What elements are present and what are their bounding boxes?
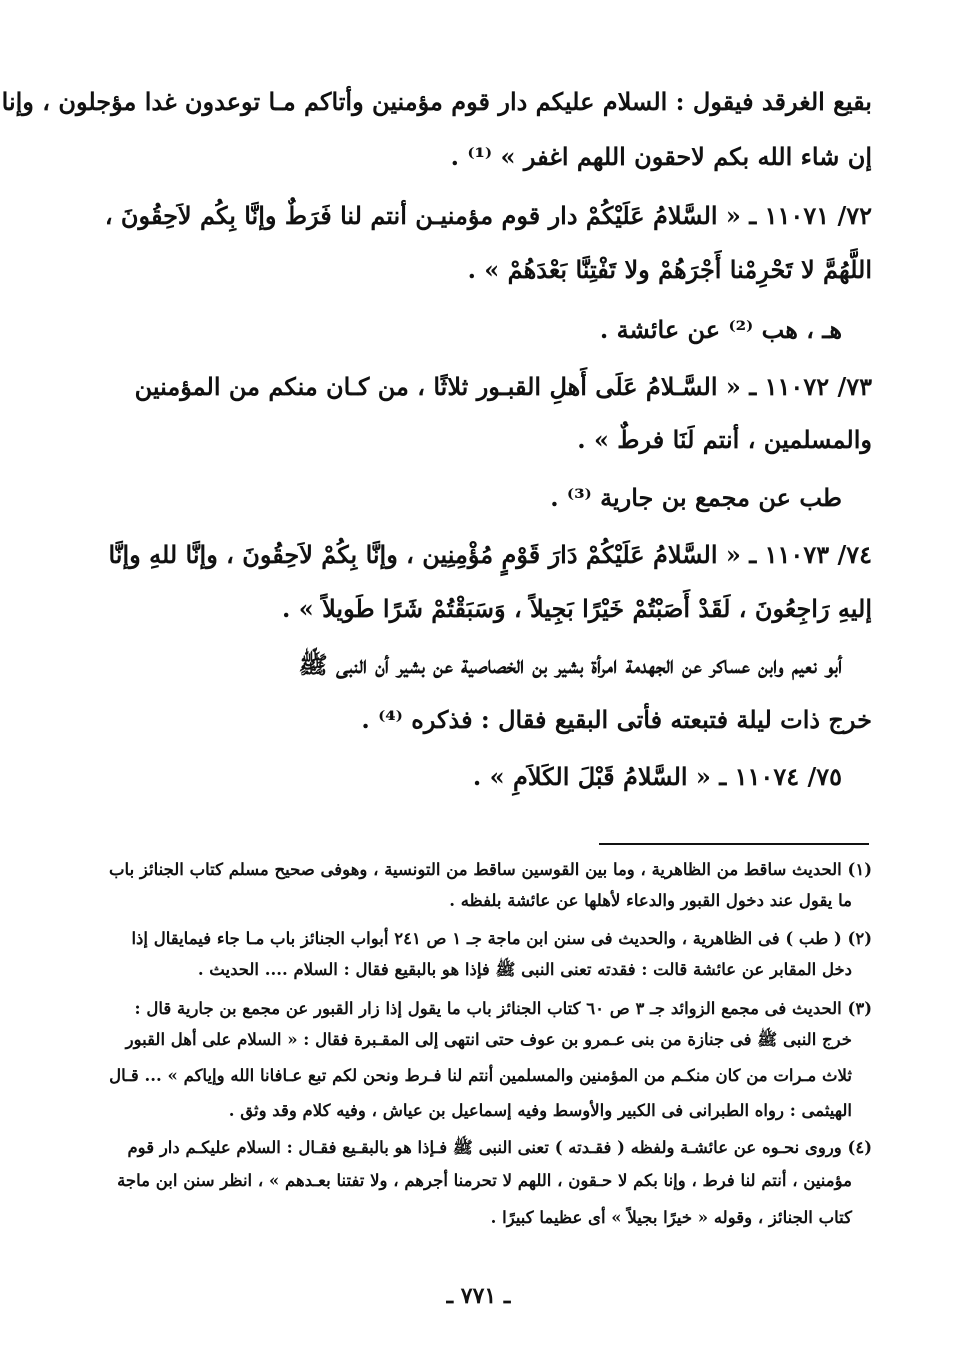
hadith-72-line-1: ٧٢/ ١١٠٧١ ـ « السَّلامُ عَلَيْكُمْ دار قوم مؤمنيـن أنتم لنا فَرَطٌ وإنَّا بِكُم لاَحِقُونَ ، [104, 201, 872, 230]
footnote-2-line-2: دخل المقابر عن عائشة قالت : فقدته تعنى النبى ﷺ فإذا هو بالبقيع فقال : السلام .... الحديث . [197, 960, 852, 979]
hadith-75: ٧٥/ ١١٠٧٤ ـ « السَّلامُ قَبْلَ الكَلاَمِ » . [472, 762, 842, 791]
footnote-3-line-4: الهيثمى : رواه الطبرانى فى الكبير والأوسط وفيه إسماعيل بن عياش ، وفيه كلام وقد وثق . [228, 1101, 852, 1120]
hadith-74-line-2: إليهِ رَاجِعُونَ ، لَقَدْ أَصَبْتُمْ خَيْرًا بَجِيلاً ، وَسَبَقْتُمْ شَرًا طَويلاً » . [282, 594, 872, 623]
body-line-2: إن شاء الله بكم لاحقون اللهم اغفر » ⁽¹⁾ . [450, 142, 872, 171]
footnote-1-line-2: ما يقول عند دخول القبور والدعاء لأهلها عن عائشة بلفظه . [449, 891, 852, 910]
footnote-4-line-1: (٤) وروى نحـوه عن عائشـة ولفظه ( فقـدته ) تعنى النبى ﷺ فـإذا هو بالبقـيع فقـال : السلام عليكـم دار قوم [127, 1138, 872, 1157]
footnote-3-line-2: خرج النبى ﷺ فى جنازة من بنى عـمرو بن عوف حتى انتهى إلى المقـبرة فقال : « السلام على أهل القبور [125, 1030, 852, 1049]
hadith-73-line-1: ٧٣/ ١١٠٧٢ ـ « السَّـلامُ عَلَى أَهلِ القبـور ثلاثًا ، من كـان منكم من المؤمنين [134, 372, 872, 401]
body-line-1: بقيع الغرقد فيقول : السلام عليكم دار قوم مؤمنين وأتاكم مـا توعدون غدا مؤجلون ، وإنا [1, 87, 872, 116]
footnote-4-line-2: مؤمنين ، أنتم لنا فرط ، وإنا بكم لا حـقون ، اللهم لا تحرمنا أجرهم ، ولا تفتنا بعـدهم » ، انظر سنن ابن ماجة [117, 1171, 852, 1190]
hadith-74-line-1: ٧٤/ ١١٠٧٣ ـ « السَّلامُ عَلَيْكُمْ دَارَ قَوْمٍ مُؤْمِنِين ، وإنَّا بِكُمْ لاَحِقُونَ ، وإنَّا للهِ وإنَّا [108, 540, 872, 569]
page-number: ـ ٧٧١ ـ [446, 1283, 511, 1309]
source-72: هـ ، هب ⁽²⁾ عن عائشة . [599, 315, 842, 344]
footnote-3-line-3: ثلاث مـرات من كان منكـم من المؤمنين والمسلمين أنتم لنا فـرط ونحن لكم تبع عـافانا الله وإياكم » ... قـال [109, 1066, 852, 1085]
footnote-3-line-1: (٣) الحديث فى مجمع الزوائد جـ ٣ ص ٦٠ كتاب الجنائز باب ما يقول إذا زار القبور عن مجمع بن جارية قال : [134, 999, 872, 1018]
footnote-separator [599, 843, 869, 845]
hadith-72-line-2: اللَّهُمَّ لا تَحْرِمْنا أَجْرَهُمْ ولا تَفْتِنَّا بَعْدَهُمْ » . [467, 255, 872, 284]
source-74-line-2: خرج ذات ليلة فتبعته فأتى البقيع فقال : فذكره ⁽⁴⁾ . [361, 705, 872, 734]
footnote-4-line-3: كتاب الجنائز ، وقوله « خيرًا بجيلاً » أى عظيما كبيرًا . [490, 1208, 852, 1227]
source-74-line-1: أبو نعيم وابن عساكر عن الجهدمة امرأة بشير بن الخصاصية عن بشير أن النبى ﷺ [298, 650, 842, 679]
footnote-1-line-1: (١) الحديث ساقط من الظاهرية ، وما بين القوسين ساقط من التونسية ، وهوفى صحيح مسلم كتاب الجنائز باب [109, 860, 872, 879]
footnote-2-line-1: (٢) ( طب ) فى الظاهرية ، والحديث فى سنن ابن ماجة جـ ١ ص ٢٤١ أبواب الجنائز باب مـا جاء فيمايقال إذا [131, 929, 872, 948]
source-73: طب عن مجمع بن جارية ⁽³⁾ . [550, 483, 842, 512]
hadith-73-line-2: والمسلمين ، أنتم لَنَا فرطٌ » . [577, 425, 872, 454]
